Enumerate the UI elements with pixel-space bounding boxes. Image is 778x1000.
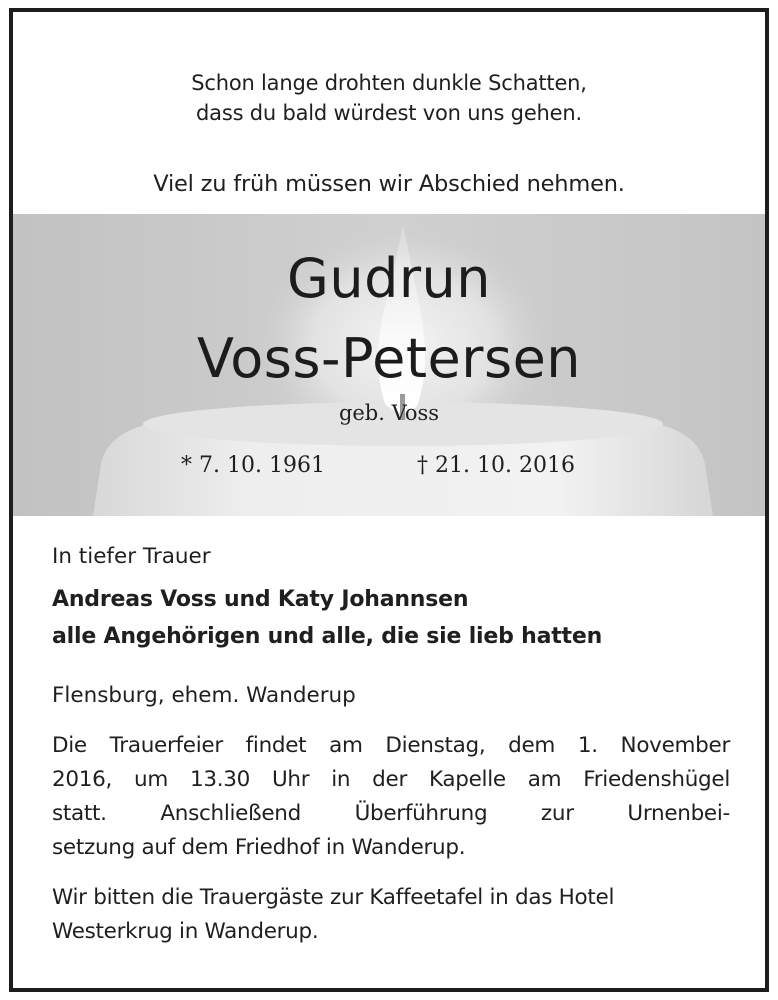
death-date: † 21. 10. 2016 [417,453,575,478]
intro-verse [13,68,765,128]
ceremony-line-1: Die Trauerfeier findet am Dienstag, dem 1. November [52,733,730,758]
ceremony-line-2: 2016, um 13.30 Uhr in der Kapelle am Friedenshügel [52,767,730,792]
mourner-line-2: alle Angehörigen und alle, die sie lieb hatten [52,624,603,649]
intro-line-1: Schon lange drohten dunkle Schatten, [191,71,587,95]
mourner-list [52,581,602,655]
deceased-last-name: Voss-Petersen [196,327,582,390]
farewell-line: Viel zu früh müssen wir Abschied nehmen. [153,171,625,197]
maiden-name: geb. Voss [338,401,440,425]
birth-date: * 7. 10. 1961 [181,453,325,478]
ceremony-paragraph [52,729,730,865]
ceremony-line-4: setzung auf dem Friedhof in Wanderup. [52,835,466,860]
mourner-line-1: Andreas Voss und Katy Johannsen [52,587,469,612]
candle-banner [13,214,765,516]
mourning-label: In tiefer Trauer [52,544,211,569]
guests-line-2: Westerkrug in Wanderup. [52,919,319,944]
guests-line-1: Wir bitten die Trauergäste zur Kaffeetafel in das Hotel [52,885,615,910]
ceremony-line-3: statt. Anschließend Überführung zur Urnenbei- [52,801,730,826]
deceased-first-name: Gudrun [287,247,491,310]
obituary-notice [9,8,769,992]
location: Flensburg, ehem. Wanderup [52,683,356,708]
intro-line-2: dass du bald würdest von uns gehen. [196,101,582,125]
guests-paragraph [52,881,730,949]
